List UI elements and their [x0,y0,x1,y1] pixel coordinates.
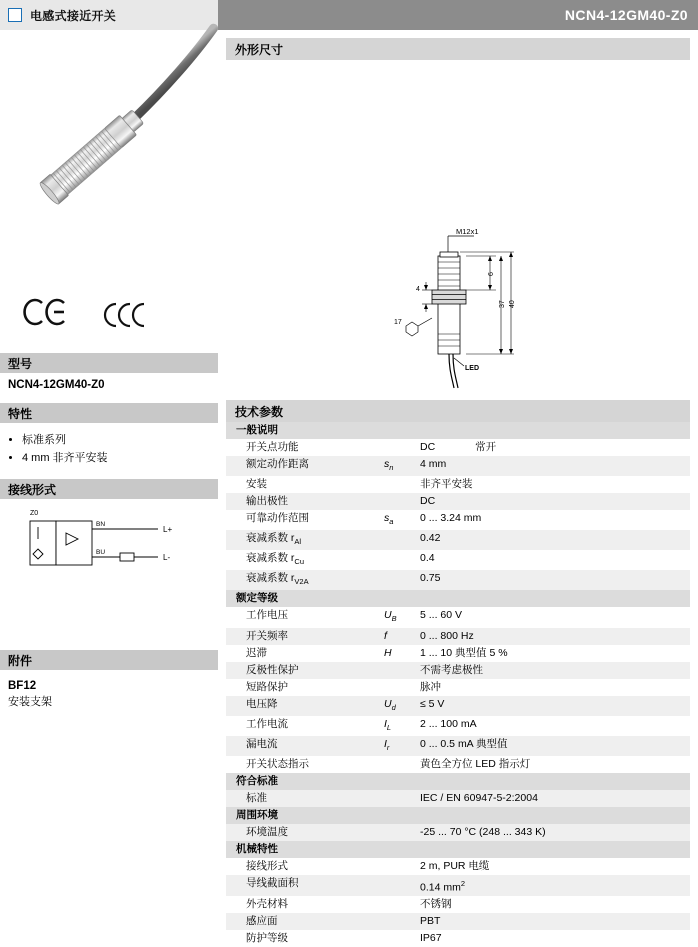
dim-hex-label: 17 [394,319,402,326]
table-row [226,645,690,662]
row-label: 环境温度 [226,824,384,841]
row-label: 衰减系数 $r_{Cu}$ [246,552,305,567]
left-column [0,30,218,891]
dimensions-panel-title: 外形尺寸 [226,38,690,60]
table-row [226,716,690,736]
row-label: 工作电流 [246,717,288,730]
certification-marks [0,285,218,345]
table-row [226,570,690,590]
table-group-header [226,422,690,439]
page-header [0,0,698,30]
row-symbol [384,439,420,456]
row-symbol [384,930,420,947]
row-label: 反极性保护 [226,662,384,679]
sensor-illustration-icon [0,30,218,285]
model-value: NCN4-12GM40-Z0 [8,379,105,391]
header-left-title: 电感式接近开关 [30,8,117,23]
right-column [226,38,690,947]
row-symbol [384,530,420,550]
table-row [226,824,690,841]
group-label: 一般说明 [226,422,690,439]
table-row [226,790,690,807]
technical-data-table [226,422,690,947]
table-row [226,756,690,773]
row-value: PBT [420,913,690,930]
row-label: 可靠动作范围 [246,512,309,525]
wiring-label-z0: Z0 [30,510,39,517]
row-symbol: $I_r$ [384,736,420,756]
row-value: 0 ... 0.5 mA 典型值 [420,736,690,756]
row-value: IEC / EN 60947-5-2:2004 [420,790,690,807]
row-symbol [384,756,420,773]
table-row [226,913,690,930]
group-label: 机械特性 [226,841,690,858]
row-label: 衰减系数 $r_{Al}$ [226,530,384,550]
dim-4-label: 4 [416,286,420,293]
row-label: 感应面 [226,913,384,930]
table-row [226,875,690,897]
row-label: 额定动作距离 [226,456,384,476]
table-row [226,896,690,913]
section-body-accessories [0,670,218,709]
row-symbol [384,824,420,841]
table-group-header [226,590,690,607]
row-symbol: $s_n$ [384,456,420,476]
accessory-description: 安装支架 [8,696,52,708]
led-label: LED [465,365,479,372]
row-value: DC 常开 [420,441,497,453]
table-group-header [226,841,690,858]
group-label: 周围环境 [226,807,690,824]
row-symbol [384,896,420,913]
table-row [226,456,690,476]
row-value: DC [420,493,690,510]
row-symbol [384,550,420,570]
row-symbol: $U_B$ [384,609,397,624]
accessory-code: BF12 [8,680,37,692]
row-value: 黄色全方位 LED 指示灯 [420,757,531,770]
svg-text:BN: BN [96,521,106,528]
row-label: 工作电压 [246,609,288,622]
row-symbol: H [384,646,392,659]
product-model-title: NCN4-12GM40-Z0 [564,7,688,23]
row-value: 2 m, PUR 电缆 [420,859,490,872]
wiring-diagram [0,499,218,598]
table-row [226,607,690,627]
row-value: 1 ... 10 典型值 5 % [420,646,508,659]
list-item: • 4 mm 非齐平安装 [22,449,210,465]
table-row [226,736,690,756]
product-photo [0,30,218,285]
row-value: 0 ... 800 Hz [420,628,690,645]
table-row [226,550,690,570]
ccc-mark-icon [100,300,144,330]
row-value: ≤ 5 V [420,696,690,716]
group-label: 符合标准 [226,773,690,790]
row-value: 不需考虑极性 [420,662,690,679]
section-body-features [0,423,218,471]
header-left-block [0,0,218,30]
table-row [226,476,690,493]
row-value: 脉冲 [420,680,441,693]
dim-40-label: 40 [509,300,516,308]
row-label: 导线截面积 [226,875,384,897]
wiring-diagram-icon [8,505,208,583]
row-symbol [384,913,420,930]
table-row [226,696,690,716]
row-label: 输出极性 [226,493,384,510]
row-value: 2 ... 100 mA [420,717,477,730]
square-logo-icon [8,8,22,22]
table-row [226,662,690,679]
row-label: 电压降 [226,696,384,716]
row-symbol [384,875,420,897]
table-group-header [226,807,690,824]
row-value: 5 ... 60 V [420,609,463,622]
row-value: 非齐平安装 [420,478,473,491]
row-label: 开关状态指示 [246,757,309,770]
svg-text:L+: L+ [163,525,173,534]
table-group-header [226,773,690,790]
section-body-model [0,373,218,395]
table-row [226,858,690,875]
row-symbol: $s_a$ [384,512,394,527]
dimension-drawing-panel [226,60,690,400]
svg-text:L-: L- [163,553,171,562]
row-value: 0.75 [420,570,690,590]
row-symbol [384,679,420,696]
row-value: 0.42 [420,530,690,550]
row-label: 迟滞 [246,646,267,659]
table-row [226,439,690,456]
row-symbol [384,790,420,807]
row-symbol [384,476,420,493]
row-symbol: $I_L$ [384,717,392,732]
table-row [226,679,690,696]
row-label: 短路保护 [246,680,288,693]
row-label: 防护等级 [246,932,288,945]
row-value: 不锈钢 [420,898,452,911]
section-bar-model: 型号 [0,353,218,373]
header-right-block [218,0,698,30]
dimension-drawing-icon [226,60,690,398]
row-label: 外壳材料 [246,898,288,911]
row-symbol: f [384,628,420,645]
row-label: 安装 [246,478,267,491]
svg-text:BU: BU [96,549,106,556]
list-item: • 标准系列 [22,431,210,447]
section-bar-features: 特性 [0,403,218,423]
row-value: 4 mm [420,456,690,476]
table-row [226,510,690,530]
row-label: 漏电流 [226,736,384,756]
table-row [226,530,690,550]
row-symbol: $U_d$ [384,696,420,716]
dim-thread-label: M12x1 [456,227,479,236]
row-value: IP67 [420,932,442,945]
table-row [226,493,690,510]
section-bar-wiring: 接线形式 [0,479,218,499]
ce-mark-icon [24,299,70,332]
row-value: 0 ... 3.24 mm [420,512,482,525]
table-row [226,628,690,645]
row-value: 0.4 [420,552,435,565]
row-value: 0.14 $mm^2$ [420,875,690,897]
feature-list [8,431,210,465]
row-label: 接线形式 [246,859,288,872]
tech-panel-title: 技术参数 [226,400,690,422]
row-symbol [384,858,420,875]
row-symbol [384,570,420,590]
dim-37-label: 37 [499,300,506,308]
row-symbol [384,493,420,510]
dim-6-label: 6 [488,272,495,276]
row-label: 衰减系数 $r_{V2A}$ [226,570,384,590]
section-bar-accessories: 附件 [0,650,218,670]
row-label: 开关频率 [226,628,384,645]
row-label: 开关点功能 [246,441,299,453]
row-label: 标准 [226,790,384,807]
table-row [226,930,690,947]
row-symbol [384,662,420,679]
row-value: -25 ... 70 °C (248 ... 343 K) [420,824,690,841]
group-label: 额定等级 [226,590,690,607]
